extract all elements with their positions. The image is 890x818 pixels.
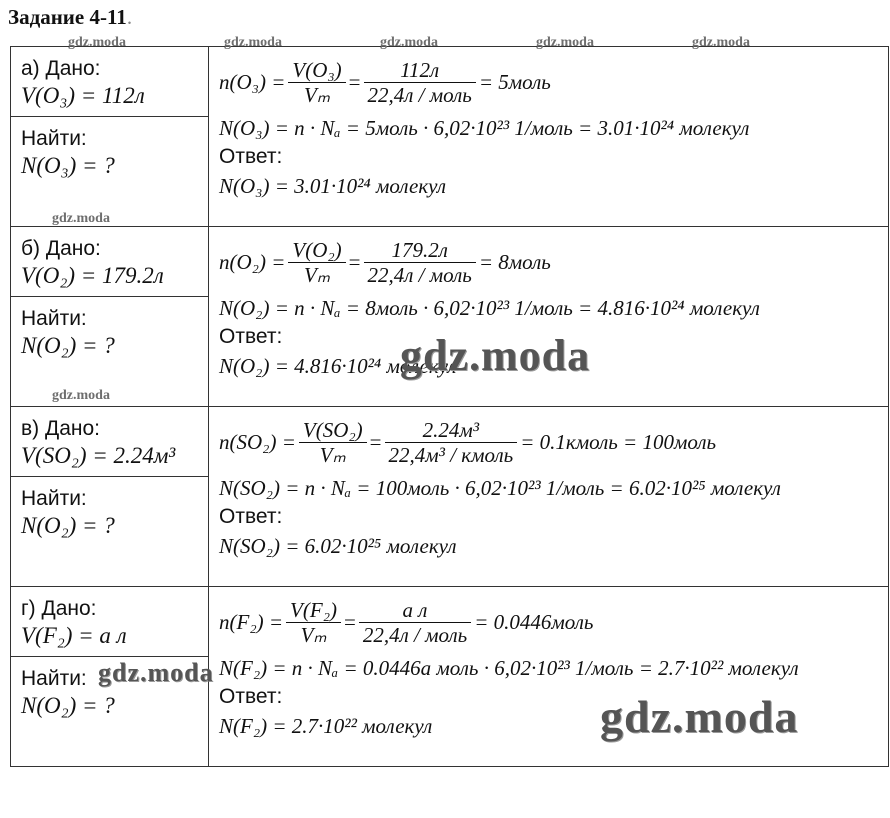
find-label: Найти:	[21, 667, 87, 690]
value-fraction: $\frac{112л}{\text{22,4л / моль}}$	[364, 58, 476, 107]
amount-lhs: n(F₂) =	[219, 609, 284, 634]
amount-result: = 0.0446моль	[474, 609, 594, 634]
volume-fraction: $\frac{\text{V(O₃)}}{\text{Vₘ}}$	[288, 58, 345, 107]
given-cell	[11, 587, 209, 657]
watermark: gdz.moda	[52, 211, 110, 226]
work-cell	[209, 47, 889, 227]
given-value: V(O₂) = 179.2л	[21, 263, 164, 288]
given-label: б) Дано:	[21, 237, 101, 260]
molecules-equation: N(O₃) = n · Nₐ = 5моль · 6,02·10²³ 1/моль = 3.01·10²⁴ молекул	[219, 116, 750, 140]
find-value: N(O₃) = ?	[21, 153, 115, 178]
answer-value: N(SO₂) = 6.02·10²⁵ молекул	[219, 534, 457, 558]
find-label: Найти:	[21, 127, 87, 150]
find-cell	[11, 117, 209, 227]
find-cell	[11, 477, 209, 587]
volume-fraction: $\frac{\text{V(F₂)}}{\text{Vₘ}}$	[286, 598, 341, 647]
answer-value: N(F₂) = 2.7·10²² молекул	[219, 714, 433, 738]
answer-label: Ответ:	[219, 325, 283, 348]
amount-equation: n(O₂) = $\frac{\text{V(O₂)}}{\text{Vₘ}}$ = $\frac{179.2л}{\text{22,4л / моль}}$ = 8моль	[219, 237, 551, 287]
value-fraction: $\frac{\text{2.24м³}}{\text{22,4м³ / кмоль}}$	[385, 418, 518, 467]
answer-label: Ответ:	[219, 505, 283, 528]
given-value: V(SO₂) = 2.24м³	[21, 443, 176, 468]
molecules-equation: N(F₂) = n · Nₐ = 0.0446а моль · 6,02·10²³ 1/моль = 2.7·10²² молекул	[219, 656, 799, 680]
given-cell	[11, 227, 209, 297]
answer-label: Ответ:	[219, 145, 283, 168]
amount-lhs: n(SO₂) =	[219, 429, 296, 454]
amount-lhs: n(O₃) =	[219, 69, 286, 94]
amount-lhs: n(O₂) =	[219, 249, 286, 274]
amount-result: = 0.1кмоль = 100моль	[520, 429, 717, 454]
amount-result: = 5моль	[478, 69, 551, 94]
given-label: в) Дано:	[21, 417, 100, 440]
amount-equation: n(F₂) = $\frac{\text{V(F₂)}}{\text{Vₘ}}$ = $\frac{\text{а л}}{\text{22,4л / моль}}$ = 0.0446моль	[219, 597, 594, 647]
watermark: gdz.moda	[600, 691, 799, 742]
molecules-equation: N(SO₂) = n · Nₐ = 100моль · 6,02·10²³ 1/моль = 6.02·10²⁵ молекул	[219, 476, 781, 500]
find-label: Найти:	[21, 487, 87, 510]
amount-equation: n(O₃) = $\frac{\text{V(O₃)}}{\text{Vₘ}}$ = $\frac{112л}{\text{22,4л / моль}}$ = 5моль	[219, 57, 551, 107]
amount-result: = 8моль	[478, 249, 551, 274]
find-label: Найти:	[21, 307, 87, 330]
watermark: gdz.moda	[692, 35, 750, 50]
given-value: V(F₂) = а л	[21, 623, 127, 648]
work-cell	[209, 407, 889, 587]
watermark: gdz.moda	[400, 331, 591, 380]
given-label: г) Дано:	[21, 597, 97, 620]
given-cell	[11, 407, 209, 477]
watermark: gdz.moda	[536, 35, 594, 50]
volume-fraction: $\frac{\text{V(O₂)}}{\text{Vₘ}}$	[288, 238, 345, 287]
answer-value: N(O₃) = 3.01·10²⁴ молекул	[219, 174, 447, 198]
given-value: V(O₃) = 112л	[21, 83, 145, 108]
find-value: N(O₂) = ?	[21, 513, 115, 538]
given-cell	[11, 47, 209, 117]
molecules-equation: N(O₂) = n · Nₐ = 8моль · 6,02·10²³ 1/моль = 4.816·10²⁴ молекул	[219, 296, 760, 320]
amount-equation: n(SO₂) = $\frac{\text{V(SO₂)}}{\text{Vₘ}}$ = $\frac{\text{2.24м³}}{\text{22,4м³ / кмоль}}$ = 0.1кмоль = 100моль	[219, 417, 717, 467]
given-label: а) Дано:	[21, 57, 101, 80]
volume-fraction: $\frac{\text{V(SO₂)}}{\text{Vₘ}}$	[299, 418, 367, 467]
find-value: N(O₂) = ?	[21, 693, 115, 718]
value-fraction: $\frac{179.2л}{\text{22,4л / моль}}$	[364, 238, 476, 287]
find-value: N(O₂) = ?	[21, 333, 115, 358]
answer-label: Ответ:	[219, 685, 283, 708]
watermark: gdz.moda	[224, 35, 282, 50]
watermark: gdz.moda	[98, 658, 214, 687]
watermark: gdz.moda	[380, 35, 438, 50]
value-fraction: $\frac{\text{а л}}{\text{22,4л / моль}}$	[359, 598, 471, 647]
watermark: gdz.moda	[52, 388, 110, 403]
answer-value: N(O₂) = 4.816·10²⁴ молекул	[219, 354, 457, 378]
task-title: Задание 4-11.	[8, 5, 133, 29]
watermark: gdz.moda	[68, 35, 126, 50]
